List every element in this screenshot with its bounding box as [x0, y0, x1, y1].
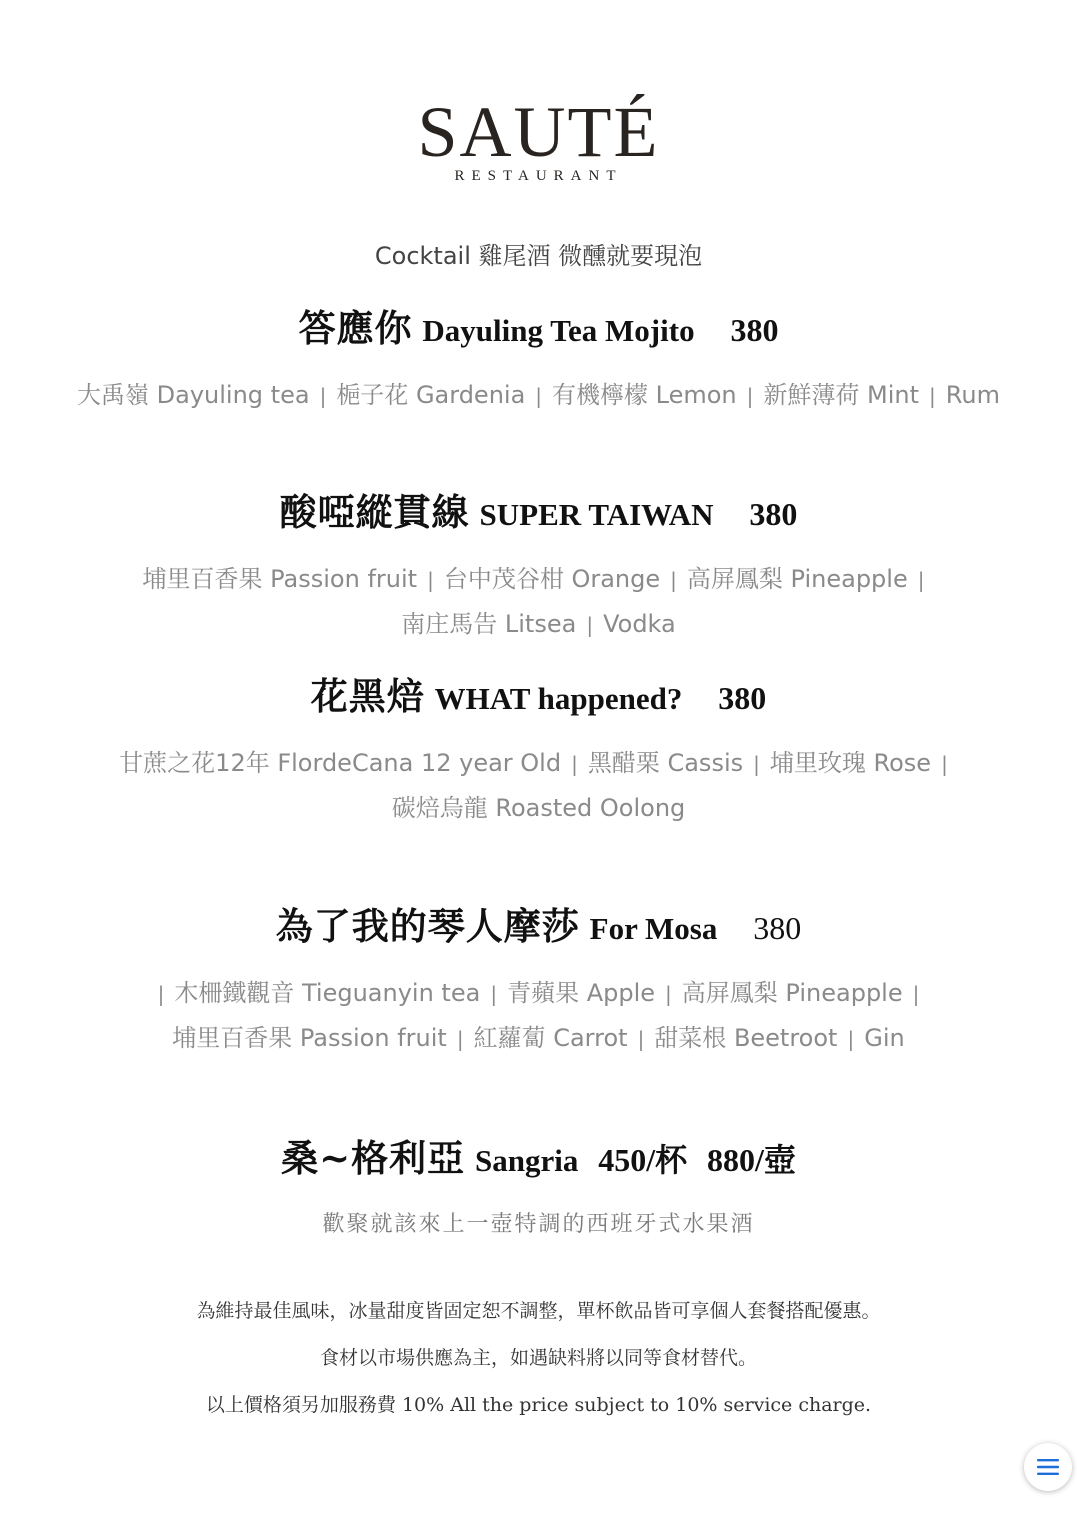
- ingredient-list: | 木柵鐵觀音 Tieguanyin tea | 青蘋果 Apple | 高屏鳳梨 Pineapple |埔里百香果 Passion fruit | 紅蘿蔔 Carrot | 甜菜根 Beetroot | Gin: [157, 979, 920, 1052]
- ingredient: 木柵鐵觀音 Tieguanyin tea: [174, 979, 481, 1007]
- ingredient-list: 甘蔗之花12年 FlordeCana 12 year Old | 黑醋栗 Cassis | 埔里玫瑰 Rose |碳焙烏龍 Roasted Oolong: [119, 749, 948, 822]
- item-name: [60, 1138, 1017, 1181]
- ingredient: 紅蘿蔔 Carrot: [473, 1024, 628, 1052]
- ingredient: 高屏鳳梨 Pineapple: [681, 979, 903, 1007]
- item-name-en: Dayuling Tea Mojito: [422, 313, 695, 348]
- item-name-en: SUPER TAIWAN: [479, 497, 714, 532]
- item-price: 380: [730, 312, 779, 348]
- item-name-en: Sangria: [474, 1143, 579, 1178]
- item-name-zh: 酸啞縱貫線: [279, 490, 470, 534]
- ingredient: 有機檸檬 Lemon: [552, 381, 737, 409]
- ingredient: 南庄馬告 Litsea: [401, 610, 577, 638]
- restaurant-logo: [0, 92, 1077, 185]
- footer-note: 食材以市場供應為主，如遇缺料將以同等食材替代。: [319, 1347, 757, 1369]
- item-name-en: WHAT happened?: [434, 681, 683, 716]
- ingredient: 大禹嶺 Dayuling tea: [77, 381, 310, 409]
- menu-item-for-mosa: [60, 906, 1017, 1061]
- ingredient: 甜菜根 Beetroot: [654, 1024, 838, 1052]
- menu-footer-notes: [0, 1294, 1077, 1435]
- hamburger-menu-icon: [1036, 1457, 1060, 1477]
- ingredient: Rum: [945, 381, 1000, 409]
- menu-item-dayuling-tea-mojito: [60, 308, 1017, 418]
- item-note: 歡聚就該來上一壺特調的西班牙式水果酒: [322, 1212, 755, 1237]
- ingredient: 黑醋栗 Cassis: [587, 749, 744, 777]
- menu-item-super-taiwan: [60, 492, 1017, 647]
- ingredient: Gin: [864, 1024, 905, 1052]
- ingredient: 埔里玫瑰 Rose: [769, 749, 932, 777]
- footer-note: 以上價格須另加服務費 10% All the price subject to 10% service charge.: [205, 1394, 872, 1416]
- ingredient-list: 大禹嶺 Dayuling tea | 梔子花 Gardenia | 有機檸檬 Lemon | 新鮮薄荷 Mint | Rum: [77, 381, 1000, 409]
- item-price-glass: 450/杯: [598, 1142, 688, 1178]
- ingredient: 青蘋果 Apple: [507, 979, 656, 1007]
- item-name: [60, 676, 1017, 719]
- ingredient: Vodka: [603, 610, 676, 638]
- item-name-zh: 桑~格利亞: [281, 1136, 466, 1180]
- section-title: Cocktail 雞尾酒 微醺就要現泡: [374, 242, 703, 270]
- menu-button[interactable]: [1024, 1443, 1072, 1491]
- item-price: 380: [718, 680, 767, 716]
- ingredient: 高屏鳳梨 Pineapple: [686, 565, 908, 593]
- menu-item-what-happened: [60, 676, 1017, 830]
- logo-subtitle: RESTAURANT: [454, 168, 623, 184]
- item-name-zh: 為了我的琴人摩莎: [275, 904, 580, 948]
- item-name-zh: 答應你: [298, 306, 413, 350]
- ingredient: 埔里百香果 Passion fruit: [172, 1024, 447, 1052]
- item-price-pot: 880/壺: [706, 1142, 796, 1178]
- item-price: 380: [753, 910, 802, 946]
- item-name-en: For Mosa: [589, 911, 718, 946]
- item-name: [60, 308, 1017, 351]
- footer-note: 為維持最佳風味，冰量甜度皆固定恕不調整，單杯飲品皆可享個人套餐搭配優惠。: [196, 1300, 881, 1322]
- ingredient: 碳焙烏龍 Roasted Oolong: [391, 794, 686, 822]
- ingredient: 甘蔗之花12年 FlordeCana 12 year Old: [119, 749, 562, 777]
- ingredient: 新鮮薄荷 Mint: [763, 381, 920, 409]
- item-name: [60, 906, 1017, 949]
- ingredient: 埔里百香果 Passion fruit: [142, 565, 418, 593]
- item-price: 380: [749, 496, 798, 532]
- menu-item-sangria: [60, 1138, 1017, 1238]
- item-name: [60, 492, 1017, 535]
- ingredient-list: 埔里百香果 Passion fruit | 台中茂谷柑 Orange | 高屏鳳梨 Pineapple |南庄馬告 Litsea | Vodka: [142, 565, 925, 638]
- item-name-zh: 花黑焙: [310, 674, 425, 718]
- logo-wordmark: SAUTÉ: [417, 92, 660, 172]
- ingredient: 台中茂谷柑 Orange: [443, 565, 661, 593]
- ingredient: 梔子花 Gardenia: [336, 381, 526, 409]
